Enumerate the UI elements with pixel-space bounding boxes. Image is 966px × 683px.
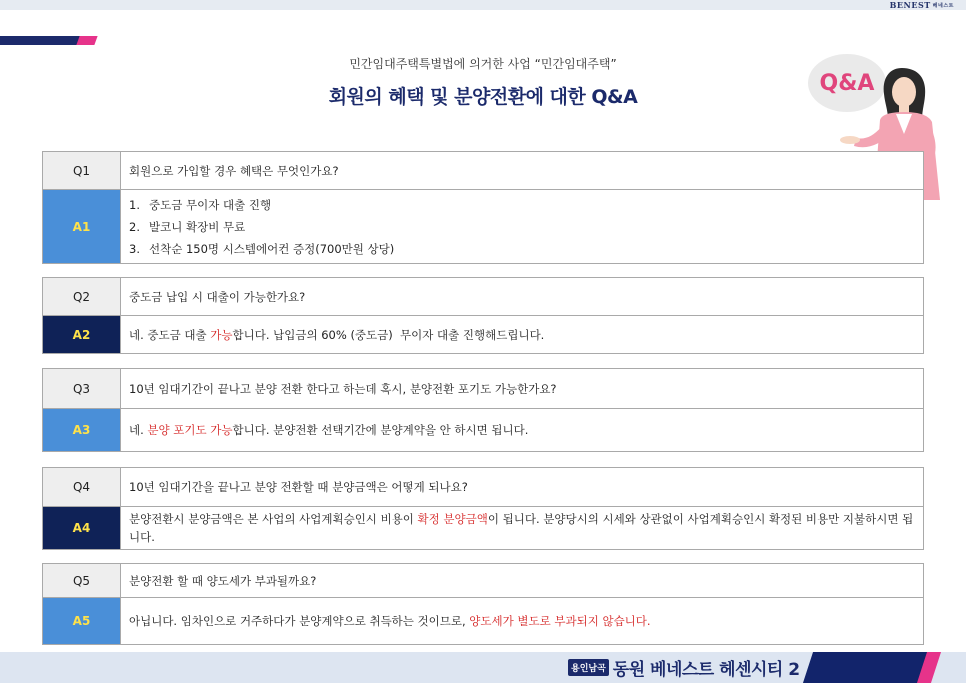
question-text: 분양전환 할 때 양도세가 부과될까요?: [129, 573, 317, 588]
footer-tag: 용인남곡: [568, 659, 609, 676]
footer-name: 동원 베네스트 헤센시티 2: [612, 659, 800, 680]
question-row: [43, 468, 923, 507]
answer-label: A3: [43, 409, 121, 451]
footer-logo: [568, 656, 800, 678]
answer-row: [43, 409, 923, 451]
answer-highlight: 분양 포기도 가능: [147, 423, 233, 437]
question-row: [43, 278, 923, 316]
answer-text: 네. 분양 포기도 가능 합니다. 분양전환 선택기간에 분양계약을 안 하시면 됩니다.: [129, 423, 529, 437]
answer-list: [121, 190, 923, 263]
question-text: 중도금 납입 시 대출이 가능한가요?: [129, 289, 306, 304]
list-item: 1. 중도금 무이자 대출 진행: [129, 197, 272, 212]
brand-name: BENEST: [889, 0, 931, 10]
question-text: 10년 임대기간이 끝나고 분양 전환 한다고 하는데 혹시, 분양전환 포기도 가능한가요?: [129, 381, 557, 396]
question-label: Q5: [43, 564, 121, 597]
answer-text: 네. 중도금 대출 가능 합니다. 납입금의 60% (중도금) 무이자 대출 진행해드립니다.: [129, 327, 545, 342]
question-row: [43, 152, 923, 190]
qa-block-5: [42, 563, 924, 645]
answer-row: [43, 190, 923, 263]
brand-sub: 베네스트: [932, 3, 954, 9]
answer-highlight: 확정 분양금액: [417, 512, 488, 526]
top-strip: [0, 0, 966, 10]
answer-row: [43, 598, 923, 644]
answer-row: [43, 316, 923, 353]
answer-text: 분양전환시 분양금액은 본 사업의 사업계획승인시 비용이 확정 분양금액이 됩니다. 분양당시의 시세와 상관없이 사업계획승인시 확정된 비용만 지불하시면 됩니다.: [129, 512, 914, 544]
question-row: [43, 564, 923, 598]
answer-label: A2: [43, 316, 121, 353]
question-label: Q1: [43, 152, 121, 189]
qa-block-1: [42, 151, 924, 264]
qa-block-2: [42, 277, 924, 354]
page-title: 회원의 혜택 및 분양전환에 대한 Q&A: [328, 86, 638, 108]
question-label: Q4: [43, 468, 121, 506]
answer-label: A4: [43, 507, 121, 549]
list-item: 3. 선착순 150명 시스템에어컨 증정(700만원 상당): [129, 241, 395, 256]
answer-highlight: 양도세가 별도로 부과되지 않습니다.: [469, 614, 651, 628]
accent-bar-pink: [76, 36, 97, 45]
question-text: 회원으로 가입할 경우 혜택은 무엇인가요?: [129, 163, 339, 178]
footer-accent-navy: [803, 652, 933, 683]
question-row: [43, 369, 923, 409]
qa-block-4: [42, 467, 924, 550]
qa-block-3: [42, 368, 924, 452]
answer-row: [43, 507, 923, 549]
answer-label: A1: [43, 190, 121, 263]
list-item: 2. 발코니 확장비 무료: [129, 219, 246, 234]
answer-label: A5: [43, 598, 121, 644]
answer-highlight: 가능: [210, 327, 233, 342]
question-label: Q2: [43, 278, 121, 315]
accent-bar-navy: [0, 36, 82, 45]
brand-logo-top: [890, 0, 954, 10]
question-label: Q3: [43, 369, 121, 408]
qa-badge: Q&A: [808, 54, 886, 112]
question-text: 10년 임대기간을 끝나고 분양 전환할 때 분양금액은 어떻게 되나요?: [129, 480, 468, 494]
answer-text: 아닙니다. 임차인으로 거주하다가 분양계약으로 취득하는 것이므로, 양도세가 별도로 부과되지 않습니다.: [129, 614, 651, 628]
page-subtitle: 민간임대주택특별법에 의거한 사업 “민간임대주택”: [349, 57, 617, 71]
